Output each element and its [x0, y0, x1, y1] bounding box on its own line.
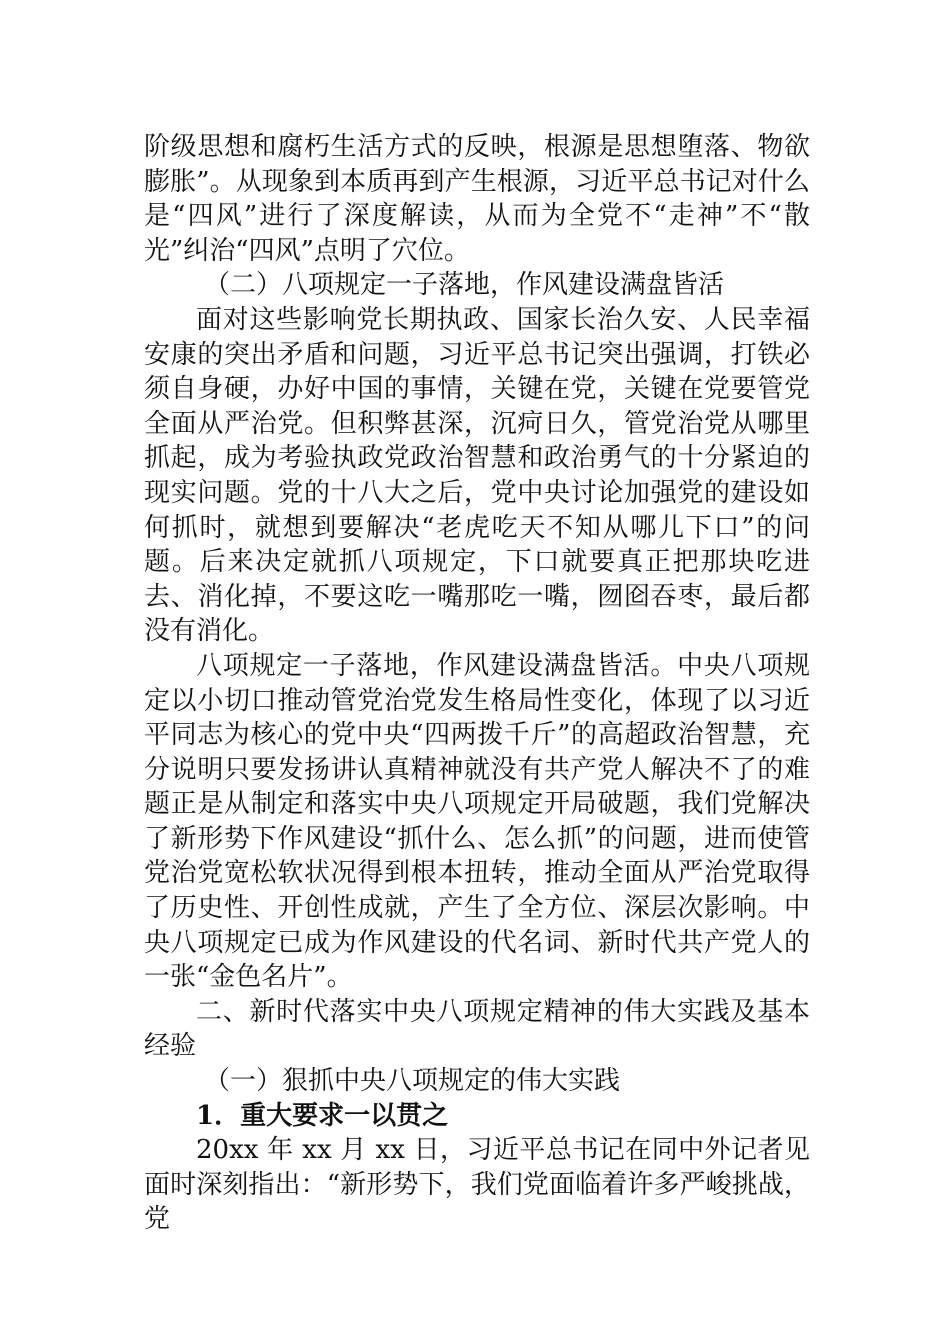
section-heading-2: 二、新时代落实中央八项规定精神的伟大实践及基本经验 — [144, 996, 810, 1062]
section-subheading-1: （一）狠抓中央八项规定的伟大实践 — [204, 1066, 621, 1097]
paragraph-body: 面对这些影响党长期执政、国家长治久安、人民幸福安康的突出矛盾和问题，习近平总书记突出强调，打铁必须自身硬，办好中国的事情，关键在党，关键在党要管党全面从严治党。但积弊甚深，沉疴日久，管党治党从哪里抓起，成为考验执政党政治智慧和政治勇气的十分紧迫的现实问题。党的十八大之后，党中央讨论加强党的建设如何抓时，就想到要解决“老虎吃天不知从哪儿下口”的问题。后来决定就抓八项规定，下口就要真正把那块吃进去、消化掉，不要这吃一嘴那吃一嘴，囫囵吞枣，最后都没有消化。 — [144, 304, 810, 647]
document-body — [144, 130, 810, 1237]
paragraph-continuation: 阶级思想和腐朽生活方式的反映，根源是思想堕落、物欲膨胀”。从现象到本质再到产生根源，习近平总书记对什么是“四风”进行了深度解读，从而为全党不“走神”不“散光”纠治“四风”点明了穴位。 — [144, 132, 810, 266]
section-subheading-2: （二）八项规定一子落地，作风建设满盘皆活 — [204, 270, 725, 301]
numbered-bold-heading: 1．重大要求一以贯之 — [196, 1100, 449, 1131]
paragraph-body: 八项规定一子落地，作风建设满盘皆活。中央八项规定以小切口推动管党治党发生格局性变化，体现了以习近平同志为核心的党中央“四两拨千斤”的高超政治智慧，充分说明只要发扬讲认真精神就没有共产党人解决不了的难题正是从制定和落实中央八项规定开局破题，我们党解决了新形势下作风建设“抓什么、怎么抓”的问题，进而使管党治党宽松软状况得到根本扭转，推动全面从严治党取得了历史性、开创性成就，产生了全方位、深层次影响。中央八项规定已成为作风建设的代名词、新时代共产党人的一张“金色名片”。 — [144, 650, 810, 993]
paragraph-body: 20xx 年 xx 月 xx 日，习近平总书记在同中外记者见面时深刻指出：“新形势下，我们党面临着许多严峻挑战，党 — [144, 1135, 810, 1235]
